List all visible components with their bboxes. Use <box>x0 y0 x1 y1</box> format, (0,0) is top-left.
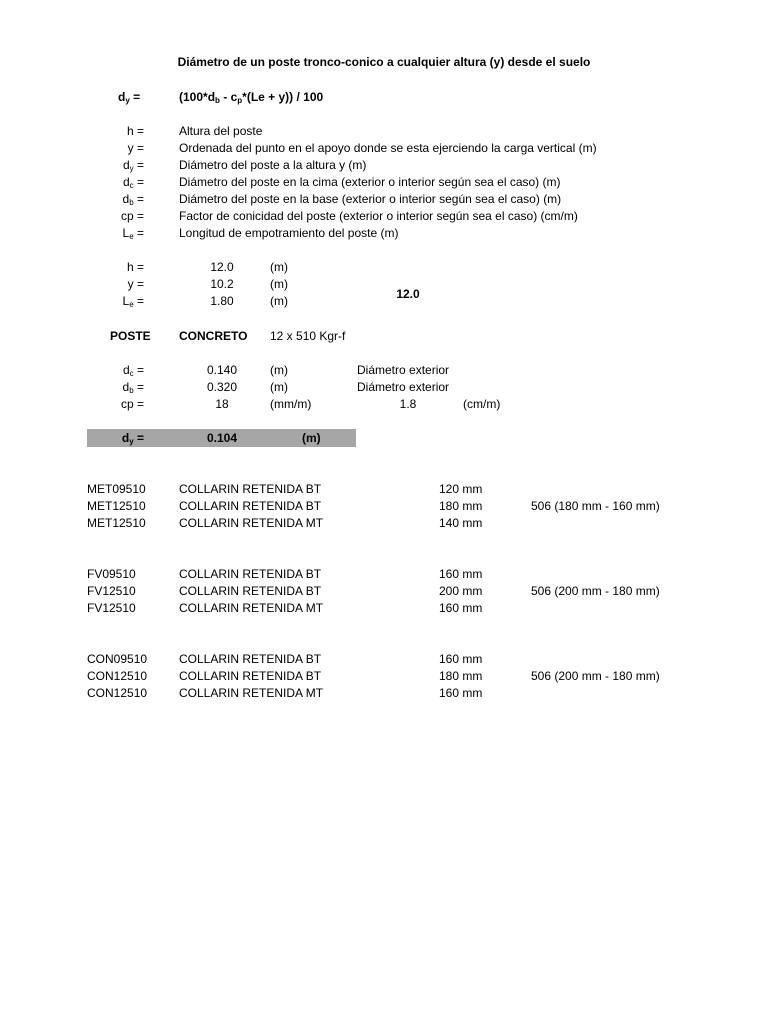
definition-text: Diámetro del poste en la base (exterior o interior según sea el caso) (m) <box>179 192 562 206</box>
diameter-note: Diámetro exterior <box>357 380 450 394</box>
item-note: 506 (180 mm - 160 mm) <box>531 499 660 513</box>
result-unit: (m) <box>302 431 321 445</box>
item-description: COLLARIN RETENIDA MT <box>179 601 324 615</box>
conicity-cm-unit: (cm/m) <box>463 397 501 411</box>
item-note: 506 (200 mm - 180 mm) <box>531 669 660 683</box>
item-code: MET09510 <box>87 482 146 496</box>
diameter-value: 18 <box>215 397 229 411</box>
item-code: CON09510 <box>87 652 148 666</box>
definition-text: Ordenada del punto en el apoyo donde se esta ejerciendo la carga vertical (m) <box>179 141 597 155</box>
diameter-unit: (m) <box>270 380 288 394</box>
page-title: Diámetro de un poste tronco-conico a cualquier altura (y) desde el suelo <box>177 55 591 69</box>
item-description: COLLARIN RETENIDA MT <box>179 686 324 700</box>
item-code: MET12510 <box>87 516 146 530</box>
input-value: 10.2 <box>210 277 234 291</box>
input-unit: (m) <box>270 294 288 308</box>
input-symbol: h = <box>126 260 144 274</box>
definition-text: Longitud de empotramiento del poste (m) <box>179 226 399 240</box>
item-code: FV09510 <box>87 567 136 581</box>
formula-subscript: y <box>125 96 130 105</box>
definition-symbol: $d_y$ = <box>122 158 144 173</box>
definition-text: Altura del poste <box>179 124 263 138</box>
item-size: 200 mm <box>439 584 483 598</box>
poste-label: POSTE <box>110 329 151 343</box>
definition-symbol: cp = <box>120 209 144 223</box>
item-description: COLLARIN RETENIDA BT <box>179 584 322 598</box>
result-value: 0.104 <box>206 431 238 445</box>
diameter-value: 0.140 <box>206 363 238 377</box>
poste-spec: 12 x 510 Kgr-f <box>270 329 346 343</box>
item-size: 140 mm <box>439 516 483 530</box>
result-symbol: $d_y$ = <box>121 431 144 446</box>
input-symbol: y = <box>127 277 144 291</box>
poste-material: CONCRETO <box>179 329 248 343</box>
definition-symbol: $L_e$ = <box>122 226 144 241</box>
item-size: 160 mm <box>439 652 483 666</box>
input-unit: (m) <box>270 260 288 274</box>
total-value: 12.0 <box>396 287 420 301</box>
diameter-symbol: $d_c$ = <box>122 363 144 378</box>
definition-text: Factor de conicidad del poste (exterior o interior según sea el caso) (cm/m) <box>179 209 578 223</box>
diameter-symbol: $d_b$ = <box>122 380 144 395</box>
item-description: COLLARIN RETENIDA BT <box>179 482 322 496</box>
diameter-symbol: cp = <box>120 397 144 411</box>
item-code: MET12510 <box>87 499 146 513</box>
definition-symbol: y = <box>127 141 144 155</box>
item-description: COLLARIN RETENIDA BT <box>179 669 322 683</box>
item-size: 180 mm <box>439 499 483 513</box>
item-size: 180 mm <box>439 669 483 683</box>
diameter-unit: (m) <box>270 363 288 377</box>
item-description: COLLARIN RETENIDA BT <box>179 499 322 513</box>
diameter-value: 0.320 <box>206 380 238 394</box>
item-size: 120 mm <box>439 482 483 496</box>
item-description: COLLARIN RETENIDA BT <box>179 567 322 581</box>
item-size: 160 mm <box>439 686 483 700</box>
diameter-note: Diámetro exterior <box>357 363 450 377</box>
definition-text: Diámetro del poste en la cima (exterior o interior según sea el caso) (m) <box>179 175 561 189</box>
input-unit: (m) <box>270 277 288 291</box>
item-code: FV12510 <box>87 601 136 615</box>
formula-expression: $(100*d_b - c_p*(Le + y)) / 100$ <box>179 90 324 105</box>
item-code: FV12510 <box>87 584 136 598</box>
item-code: CON12510 <box>87 669 148 683</box>
formula-equals: = <box>129 90 141 104</box>
input-symbol: $L_e$ = <box>122 294 144 309</box>
definition-symbol: $d_b$ = <box>122 192 144 207</box>
definition-text: Diámetro del poste a la altura y (m) <box>179 158 367 172</box>
input-value: 12.0 <box>210 260 234 274</box>
item-code: CON12510 <box>87 686 148 700</box>
item-size: 160 mm <box>439 601 483 615</box>
formula-lhs <box>118 90 140 105</box>
definition-symbol: $d_c$ = <box>122 175 144 190</box>
item-note: 506 (200 mm - 180 mm) <box>531 584 660 598</box>
diameter-unit: (mm/m) <box>270 397 312 411</box>
conicity-cm-value: 1.8 <box>399 397 417 411</box>
item-size: 160 mm <box>439 567 483 581</box>
item-description: COLLARIN RETENIDA BT <box>179 652 322 666</box>
definition-symbol: h = <box>126 124 144 138</box>
item-description: COLLARIN RETENIDA MT <box>179 516 324 530</box>
input-value: 1.80 <box>210 294 234 308</box>
formula-symbol: d <box>118 90 126 104</box>
